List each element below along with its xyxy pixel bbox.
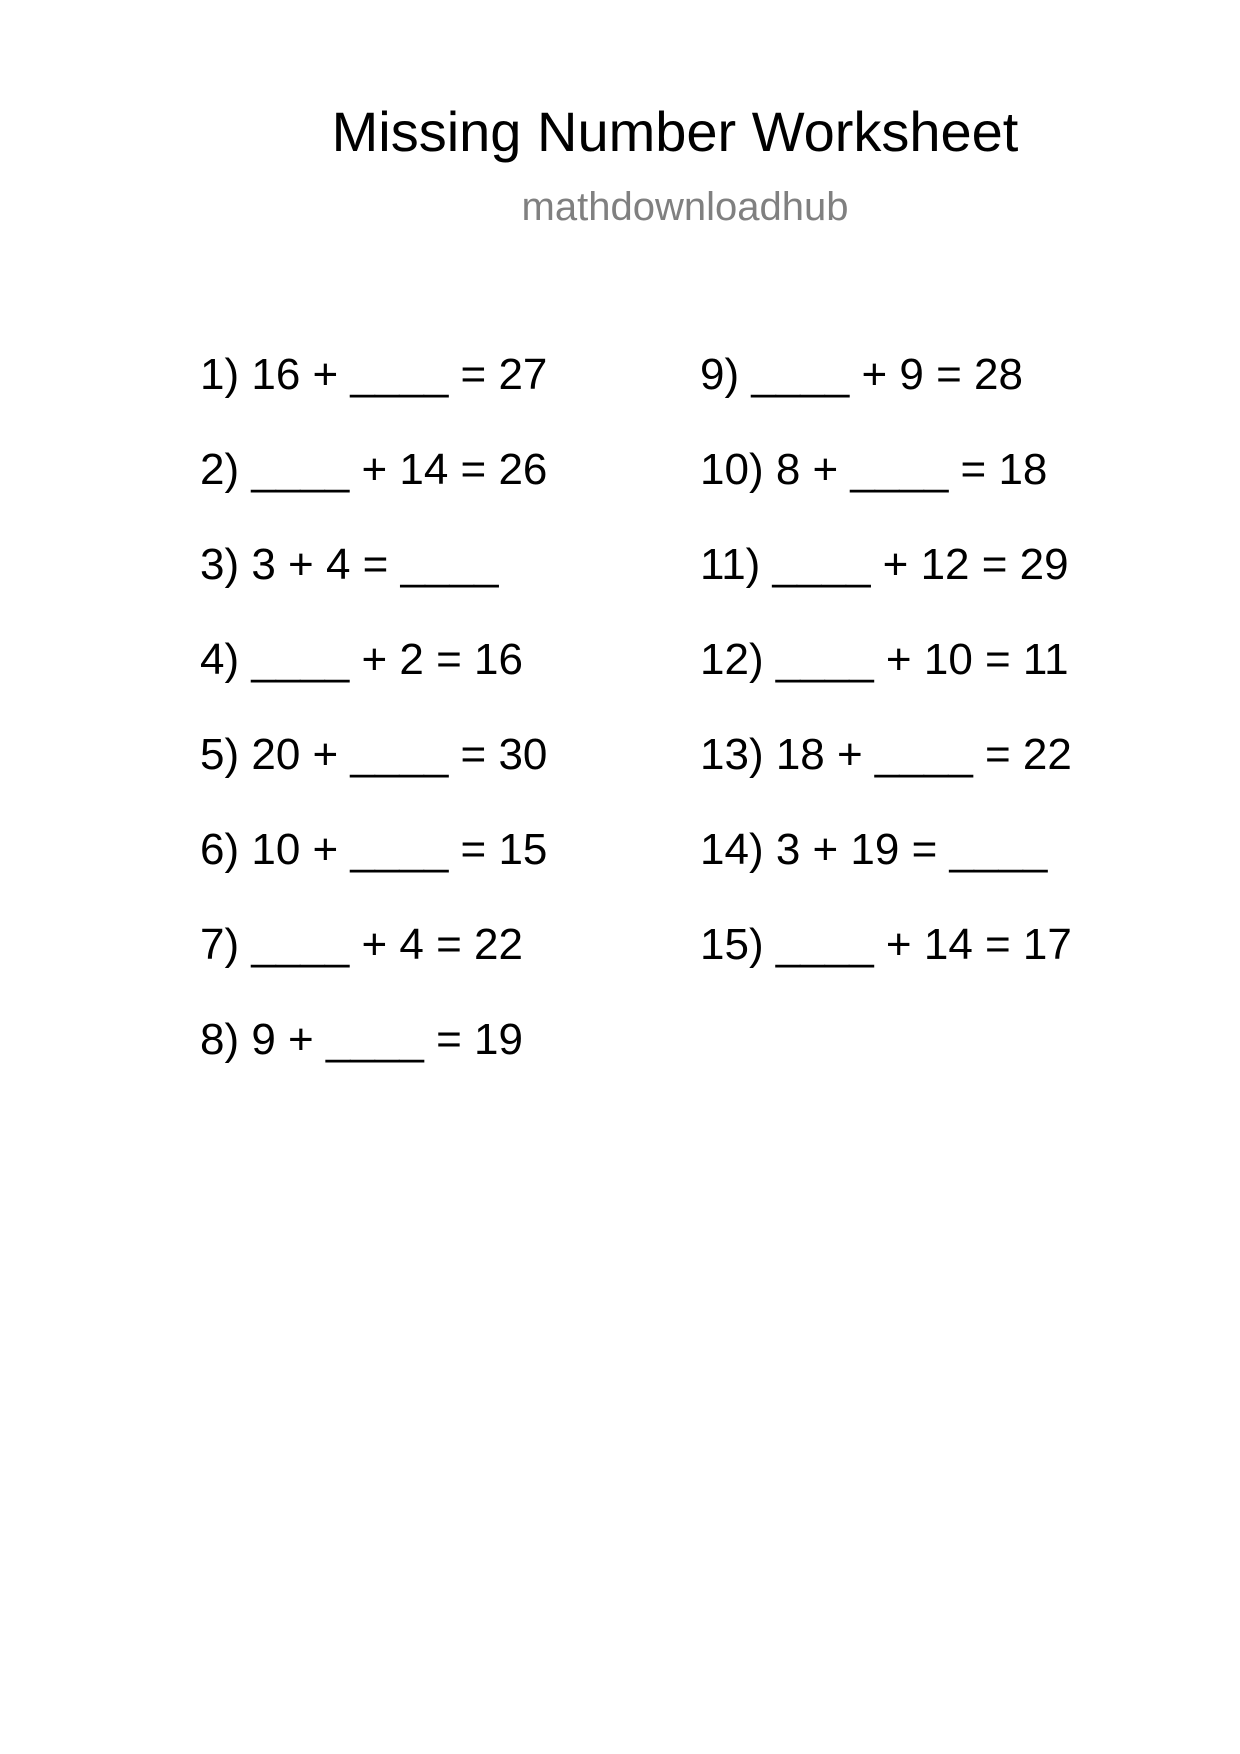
problem-item: 14) 3 + 19 = ____ bbox=[700, 825, 1048, 874]
problem-item: 5) 20 + ____ = 30 bbox=[200, 730, 548, 779]
problem-item: 10) 8 + ____ = 18 bbox=[700, 445, 1048, 494]
problem-item: 9) ____ + 9 = 28 bbox=[700, 350, 1023, 399]
problem-list-right bbox=[700, 345, 1072, 1010]
problem-item: 6) 10 + ____ = 15 bbox=[200, 825, 548, 874]
problem-list-left bbox=[200, 345, 547, 1105]
problem-item: 1) 16 + ____ = 27 bbox=[200, 350, 548, 399]
problem-item: 11) ____ + 12 = 29 bbox=[700, 540, 1069, 589]
page-title: Missing Number Worksheet bbox=[331, 100, 1019, 163]
problem-item: 15) ____ + 14 = 17 bbox=[700, 920, 1072, 969]
problem-item: 4) ____ + 2 = 16 bbox=[200, 635, 523, 684]
problem-item: 8) 9 + ____ = 19 bbox=[200, 1015, 523, 1064]
problem-item: 3) 3 + 4 = ____ bbox=[200, 540, 499, 589]
problem-item: 12) ____ + 10 = 11 bbox=[700, 635, 1069, 684]
page-subtitle: mathdownloadhub bbox=[521, 185, 849, 229]
problem-item: 13) 18 + ____ = 22 bbox=[700, 730, 1072, 779]
problem-item: 7) ____ + 4 = 22 bbox=[200, 920, 523, 969]
problem-item: 2) ____ + 14 = 26 bbox=[200, 445, 548, 494]
